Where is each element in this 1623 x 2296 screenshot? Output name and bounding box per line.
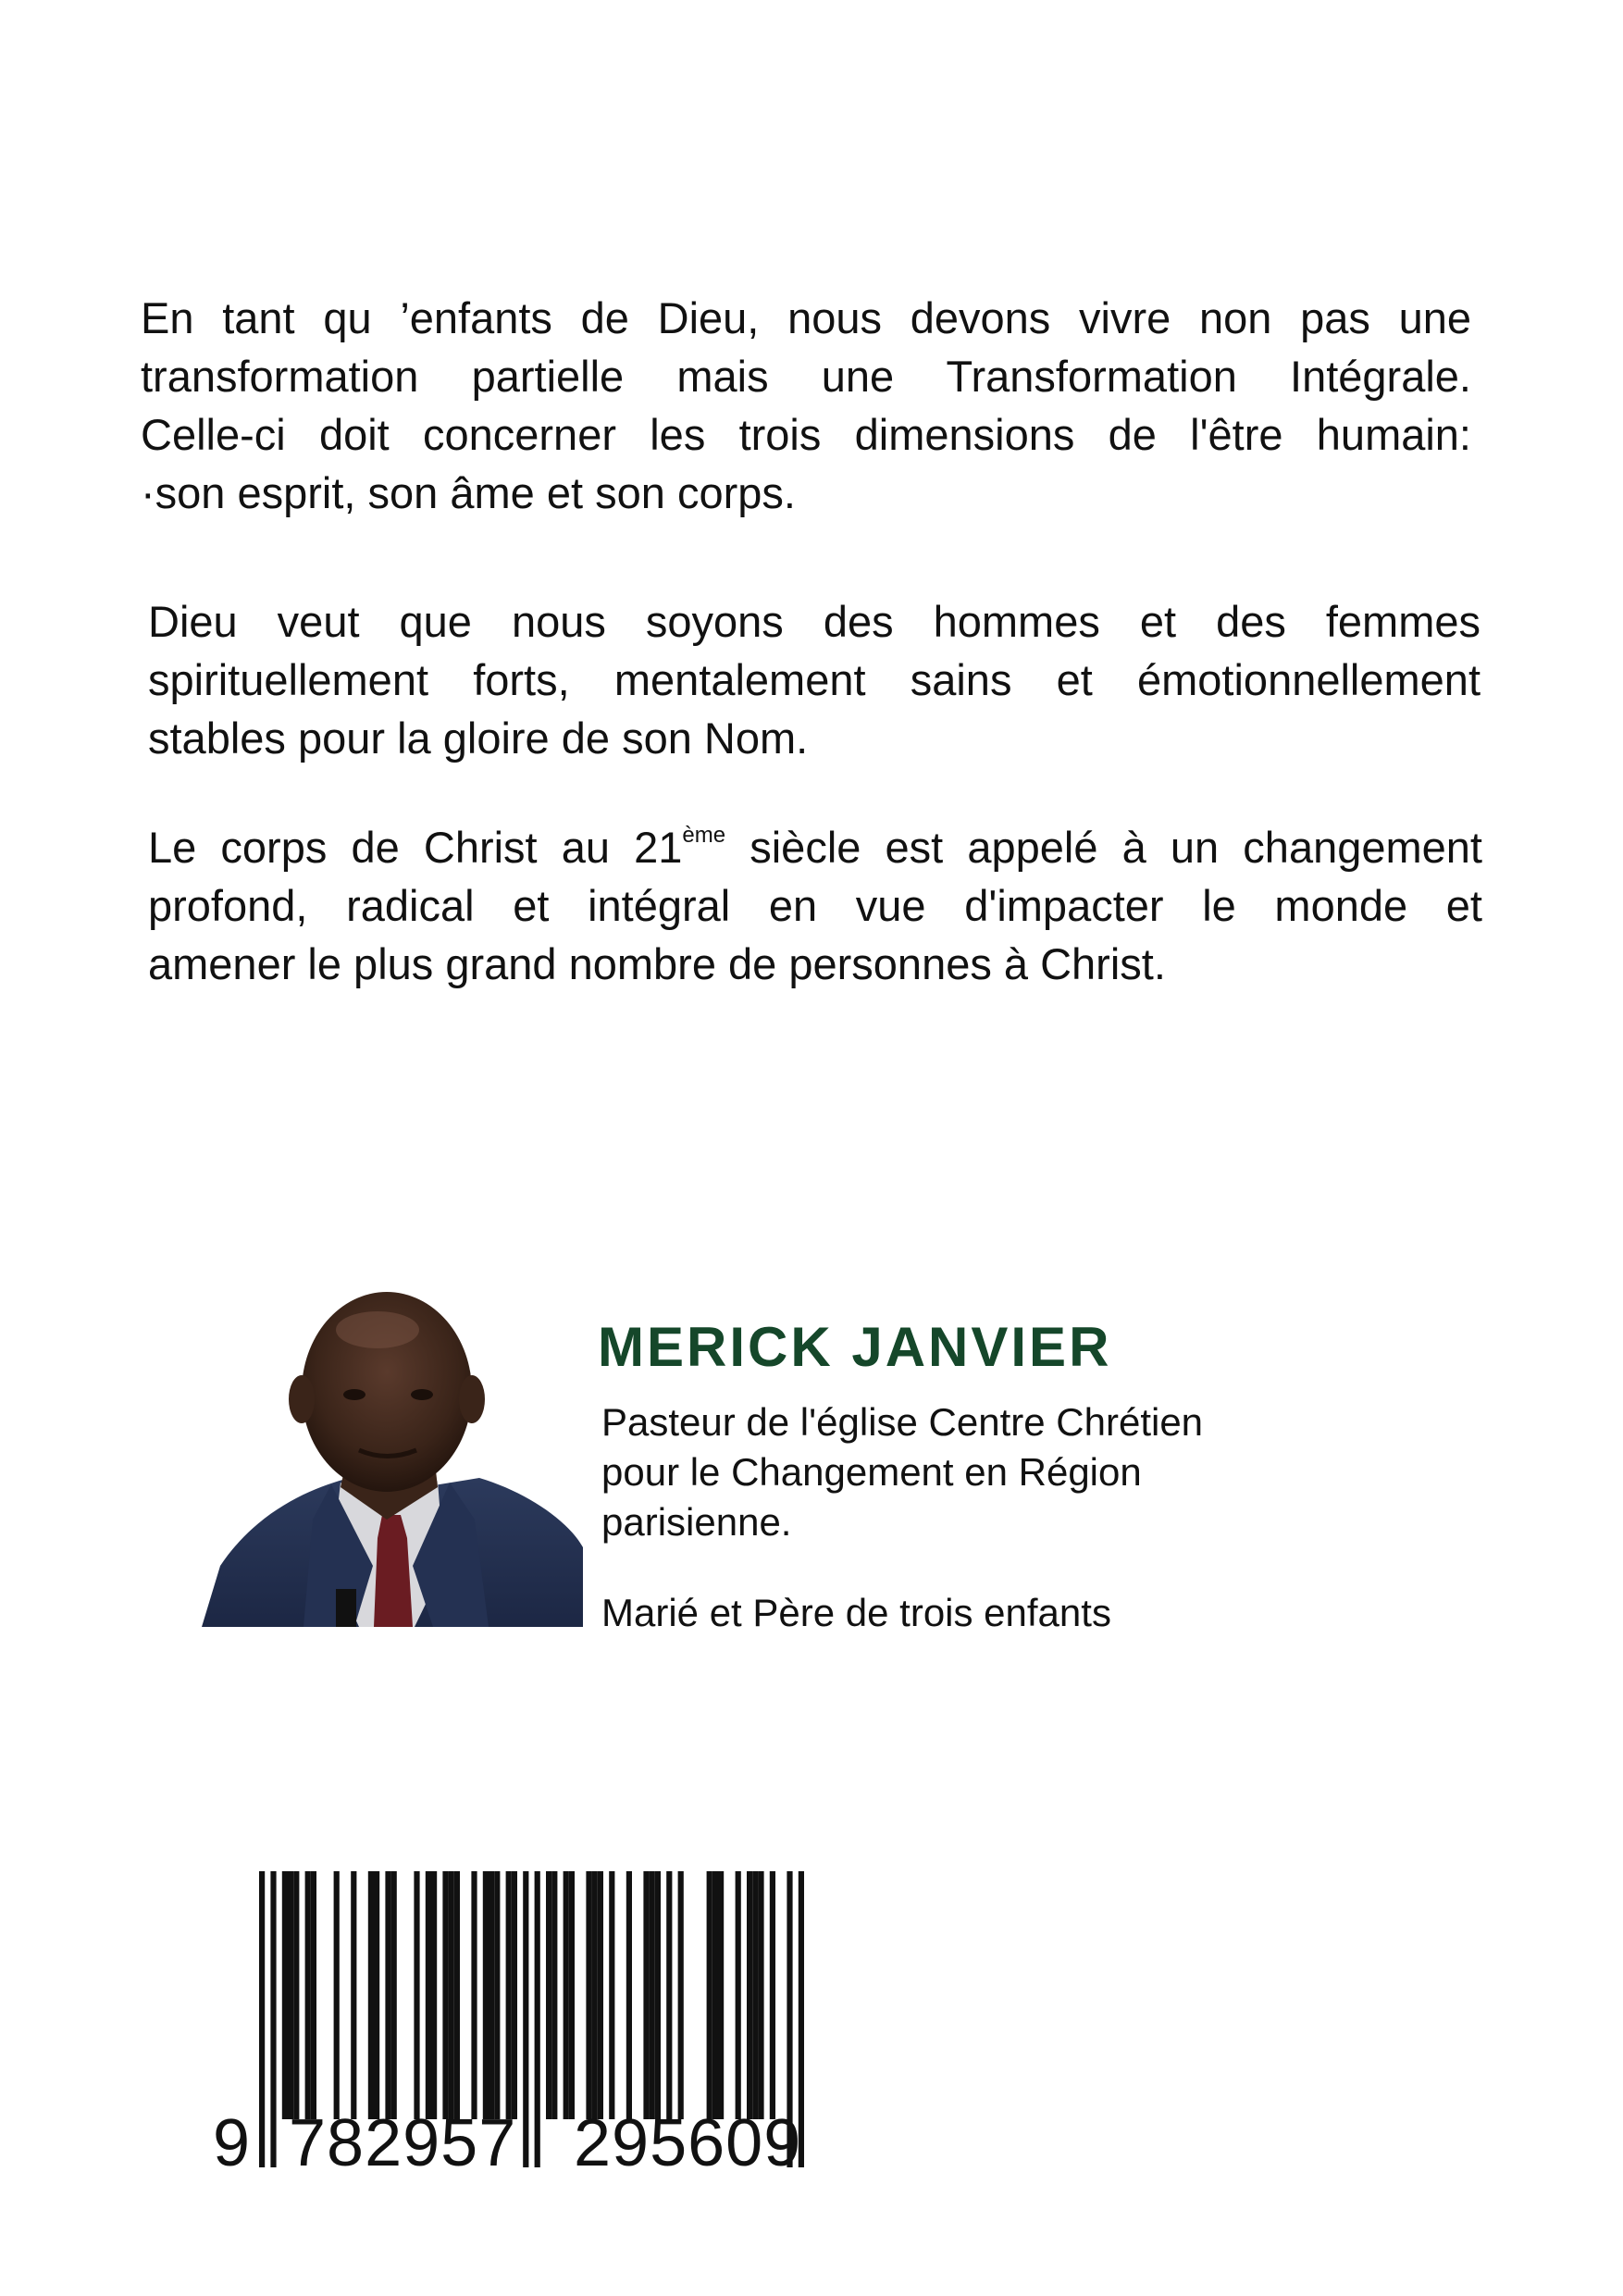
barcode-bar [523, 1871, 528, 2167]
blurb-line: ·son esprit, son âme et son corps. [141, 468, 796, 517]
barcode-bar [758, 1871, 763, 2119]
blurb-line [148, 818, 1482, 876]
barcode-bar [259, 1871, 265, 2167]
ordinal-suffix: ème [682, 823, 726, 848]
barcode-bar [551, 1871, 557, 2119]
blurb-line: spirituellement forts, mentalement sains et émotionnellement [148, 655, 1481, 704]
blurb-paragraph-3 [148, 818, 1482, 993]
barcode-bar [288, 1871, 293, 2119]
barcode-bar [512, 1871, 517, 2119]
barcode-bar [293, 1871, 299, 2119]
barcode-bar [449, 1871, 454, 2119]
barcode-bar [643, 1871, 649, 2119]
barcode-bar [351, 1871, 356, 2119]
author-name: MERICK JANVIER [598, 1316, 1112, 1378]
barcode-bar [494, 1871, 500, 2119]
barcode-bar [506, 1871, 512, 2119]
author-bio [601, 1397, 1203, 1547]
barcode-bar [471, 1871, 477, 2119]
barcode-bar [707, 1871, 712, 2119]
barcode-bar [626, 1871, 632, 2119]
barcode-bar [736, 1871, 741, 2119]
barcode-bar [747, 1871, 752, 2119]
barcode-bar [414, 1871, 419, 2119]
blurb-line: stables pour la gloire de son Nom. [148, 714, 809, 763]
barcode-bar [592, 1871, 598, 2119]
blurb-text: siècle est appelé à un changement [725, 823, 1482, 872]
barcode-bar [431, 1871, 437, 2119]
barcode-bar [270, 1871, 276, 2167]
barcode-bar [655, 1871, 661, 2119]
blurb-paragraph-2 [148, 592, 1481, 767]
barcode-bar [564, 1871, 569, 2119]
isbn-barcode [204, 1871, 833, 2180]
author-bio-line: parisienne. [601, 1500, 792, 1544]
barcode-bar [305, 1871, 311, 2119]
barcode-bar [368, 1871, 374, 2119]
blurb-paragraph-1 [141, 289, 1471, 522]
barcode-bar [334, 1871, 340, 2119]
barcode-bar [535, 1871, 540, 2167]
barcode-bar [454, 1871, 460, 2119]
barcode-bar [391, 1871, 397, 2119]
blurb-text: Le corps de Christ au 21 [148, 823, 683, 872]
author-bio-line: Pasteur de l'église Centre Chrétien [601, 1400, 1204, 1444]
barcode-bar [678, 1871, 684, 2119]
barcode-bar [666, 1871, 672, 2119]
blurb-line: amener le plus grand nombre de personnes à Christ. [148, 939, 1166, 988]
barcode-bar [569, 1871, 575, 2119]
barcode-bar [752, 1871, 758, 2119]
blurb-line: transformation partielle mais une Transformation Intégrale. [141, 352, 1471, 401]
blurb-line: En tant qu ’enfants de Dieu, nous devons vivre non pas une [141, 293, 1471, 342]
barcode-left-digits: 782957 [289, 2106, 517, 2180]
barcode-bar [586, 1871, 591, 2119]
blurb-line: Dieu veut que nous soyons des hommes et des femmes [148, 597, 1481, 646]
barcode-bar [442, 1871, 448, 2119]
barcode-bar [311, 1871, 316, 2119]
barcode-first-digit: 9 [213, 2106, 251, 2180]
blurb-line: Celle-ci doit concerner les trois dimensions de l'être humain: [141, 410, 1471, 459]
barcode-bar [598, 1871, 603, 2119]
barcode-right-digits: 295609 [574, 2106, 802, 2180]
barcode-bar [483, 1871, 489, 2119]
barcode-bar [650, 1871, 655, 2119]
blurb-line: profond, radical et intégral en vue d'impacter le monde et [148, 881, 1482, 930]
barcode-bar [712, 1871, 718, 2119]
barcode-bar [385, 1871, 390, 2119]
barcode-bar [546, 1871, 551, 2119]
barcode-bar [770, 1871, 775, 2119]
barcode-bar [426, 1871, 431, 2119]
author-photo [202, 1288, 583, 1627]
author-bio-line: pour le Changement en Région [601, 1450, 1142, 1494]
barcode-bar [609, 1871, 614, 2119]
barcode-bar [374, 1871, 379, 2119]
barcode-bar [282, 1871, 288, 2119]
author-family: Marié et Père de trois enfants [601, 1591, 1111, 1634]
barcode-bar [489, 1871, 494, 2119]
barcode-bar [718, 1871, 724, 2119]
